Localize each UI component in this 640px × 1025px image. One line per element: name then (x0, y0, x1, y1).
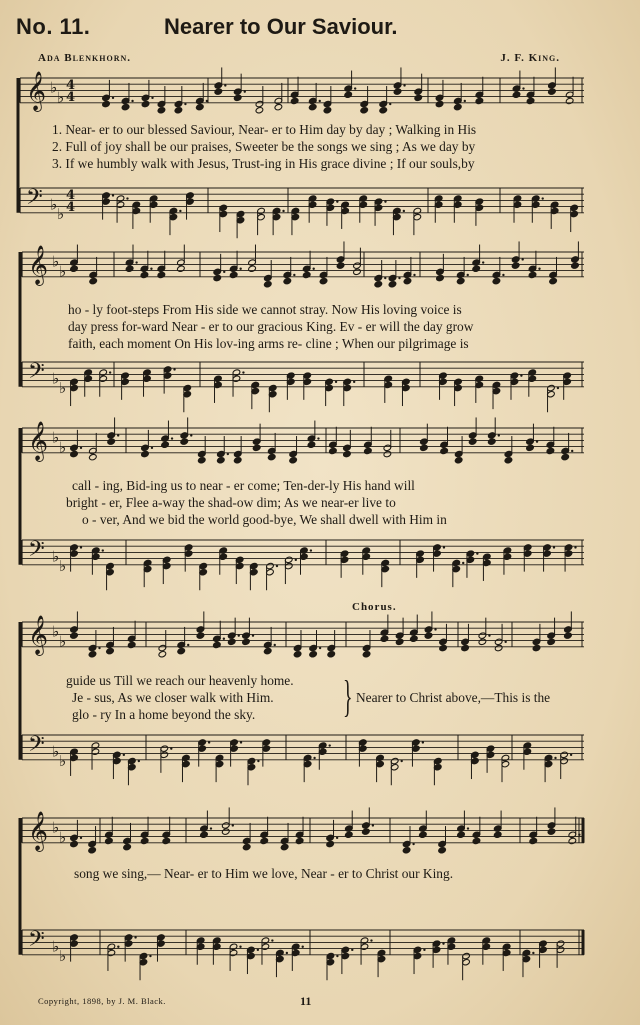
dot (354, 87, 356, 89)
note-head (263, 647, 272, 654)
dot (384, 277, 386, 279)
dot (98, 647, 100, 649)
copyright-notice: Copyright, 1898, by J. M. Black. (38, 996, 166, 1006)
dot (422, 741, 424, 743)
flat-sign: ♭ (59, 378, 67, 397)
note-head (494, 644, 503, 651)
treble-clef: 𝄞 (28, 811, 49, 851)
note-head (121, 103, 130, 110)
dot (310, 549, 312, 551)
dot (462, 562, 464, 564)
dot (336, 837, 338, 839)
bass-clef: 𝄢 (26, 185, 43, 215)
flat-sign: ♭ (59, 946, 67, 965)
dot (227, 453, 229, 455)
treble-clef: 𝄞 (26, 71, 47, 111)
note-head (364, 447, 373, 454)
note-head (227, 638, 236, 645)
note-head (295, 837, 304, 844)
dot (412, 843, 414, 845)
note-head (214, 88, 223, 95)
note-head (280, 843, 289, 850)
lyric-line: glo - ry In a home beyond the sky. (72, 707, 256, 722)
note-head (213, 641, 222, 648)
dot (302, 946, 304, 948)
note-head (242, 638, 251, 645)
dot (274, 644, 276, 646)
dot (370, 939, 372, 941)
dot (112, 194, 114, 196)
note-head (323, 107, 332, 114)
hymn-title: Nearer to Our Saviour. (164, 14, 398, 39)
dot (223, 638, 225, 640)
flat-sign: ♭ (52, 547, 60, 566)
flat-sign: ♭ (59, 438, 67, 457)
note-head (547, 828, 556, 835)
lyric-line: song we sing,— Near- er to Him we love, Near - er to Christ our King. (74, 866, 454, 881)
dot (293, 274, 295, 276)
note-head (180, 438, 189, 445)
dot (502, 274, 504, 276)
dot (242, 371, 244, 373)
lyric-line: day press for-ward Near - er to our gracious King. Ev - er will the day grow (68, 319, 474, 334)
flat-sign: ♭ (59, 828, 67, 847)
dot (423, 949, 425, 951)
note-head (88, 651, 97, 658)
note-head (456, 277, 465, 284)
note-head (162, 837, 171, 844)
dot (109, 371, 111, 373)
dot (112, 97, 114, 99)
dot (80, 447, 82, 449)
dot (522, 87, 524, 89)
note-head (89, 453, 98, 460)
dot (351, 949, 353, 951)
flat-sign: ♭ (52, 742, 60, 761)
note-head (380, 635, 389, 642)
note-head (255, 107, 264, 114)
dot (389, 103, 391, 105)
lyric-line: call - ing, Bid-ing us to near - er come; Ten-der-ly His hand will (72, 478, 415, 493)
note-head (436, 274, 445, 281)
note-head (336, 262, 345, 269)
note-head (420, 444, 429, 451)
note-head (435, 100, 444, 107)
dot (317, 437, 319, 439)
note-head (532, 644, 541, 651)
flat-sign: ♭ (52, 252, 60, 271)
dot (467, 827, 469, 829)
dot (312, 268, 314, 270)
chorus-lyric-line: Nearer to Christ above,—This is the (356, 690, 551, 705)
dot (117, 946, 119, 948)
dot (403, 210, 405, 212)
note-head (326, 840, 335, 847)
dot (532, 952, 534, 954)
note-head (561, 453, 570, 460)
flat-sign: ♭ (59, 751, 67, 770)
note-head (529, 837, 538, 844)
note-head (213, 274, 222, 281)
note-head (343, 450, 352, 457)
flat-sign: ♭ (52, 818, 60, 837)
dot (353, 381, 355, 383)
note-head (141, 450, 150, 457)
note-head (528, 271, 537, 278)
flat-sign: ♭ (50, 78, 58, 97)
dot (171, 437, 173, 439)
note-head (161, 441, 170, 448)
note-head (546, 447, 555, 454)
dot (553, 546, 555, 548)
note-head (319, 277, 328, 284)
note-head (512, 91, 521, 98)
bass-clef: 𝄢 (28, 927, 45, 957)
dot (328, 744, 330, 746)
note-head (410, 635, 419, 642)
flat-sign: ♭ (57, 204, 65, 223)
lyric-line: guide us Till we reach our heavenly home. (66, 673, 294, 688)
dot (210, 827, 212, 829)
dot (403, 84, 405, 86)
dot (520, 374, 522, 376)
dot (488, 634, 490, 636)
treble-clef: 𝄞 (28, 245, 49, 285)
note-head (472, 265, 481, 272)
hymn-number: No. 11. (16, 14, 91, 39)
note-head (264, 281, 273, 288)
note-head (571, 262, 580, 269)
lyric-line: o - ver, And we bid the world good-bye, We shall dwell with Him in (82, 512, 447, 527)
dot (372, 824, 374, 826)
note-head (158, 651, 167, 658)
dot (179, 210, 181, 212)
dot (239, 268, 241, 270)
treble-clef: 𝄞 (28, 615, 49, 655)
dot (252, 634, 254, 636)
dot (206, 100, 208, 102)
lyric-line: 3. If we humbly walk with Jesus, Trust-ing in His grace divine ; If our souls,by (52, 156, 475, 171)
note-head (293, 651, 302, 658)
bass-clef: 𝄢 (28, 732, 45, 762)
dot (151, 97, 153, 99)
note-head (70, 265, 79, 272)
note-head (157, 271, 166, 278)
note-head (419, 831, 428, 838)
note-head (454, 103, 463, 110)
time-signature: 4 (66, 188, 76, 203)
note-head (440, 447, 449, 454)
dot (173, 368, 175, 370)
dot (286, 952, 288, 954)
note-head (393, 88, 402, 95)
bass-clef: 𝄢 (28, 359, 45, 389)
note-head (307, 441, 316, 448)
dot (384, 200, 386, 202)
dot (170, 747, 172, 749)
note-head (492, 277, 501, 284)
note-head (289, 457, 298, 464)
note-head (125, 265, 134, 272)
note-head (267, 453, 276, 460)
dot (131, 100, 133, 102)
dot (134, 936, 136, 938)
dot (223, 271, 225, 273)
note-head (402, 847, 411, 854)
dot (570, 754, 572, 756)
dot (271, 939, 273, 941)
note-head (233, 457, 242, 464)
flat-sign: ♭ (59, 262, 67, 281)
time-signature: 4 (66, 90, 76, 105)
dot (80, 837, 82, 839)
dot (335, 381, 337, 383)
note-head (70, 450, 79, 457)
note-head (70, 840, 79, 847)
dot (135, 261, 137, 263)
note-head (526, 97, 535, 104)
dot (151, 447, 153, 449)
note-head (549, 277, 558, 284)
note-head (260, 837, 269, 844)
dot (319, 647, 321, 649)
dot (138, 760, 140, 762)
dot (574, 546, 576, 548)
dot (476, 552, 478, 554)
dot (482, 261, 484, 263)
bass-clef: 𝄢 (28, 537, 45, 567)
flat-sign: ♭ (52, 369, 60, 388)
note-head (383, 450, 392, 457)
note-head (504, 457, 513, 464)
note-head (141, 100, 150, 107)
note-head (174, 107, 183, 114)
dot (521, 258, 523, 260)
page-number: 11 (300, 994, 312, 1008)
chorus-label: Chorus. (352, 601, 397, 613)
note-head (345, 831, 354, 838)
dot (398, 277, 400, 279)
verse-brace: } (343, 672, 353, 721)
flat-sign: ♭ (52, 428, 60, 447)
lyric-line: ho - ly foot-steps From His side we cannot stray. Now His loving voice is (68, 302, 462, 317)
dot (224, 84, 226, 86)
lyric-line: bright - er, Flee a-way the shad-ow dim; As we near-er live to (66, 495, 396, 510)
note-head (102, 100, 111, 107)
flat-sign: ♭ (52, 622, 60, 641)
dot (80, 546, 82, 548)
lyricist-credit: Ada Blenkhorn. (38, 52, 132, 64)
dot (538, 268, 540, 270)
note-head (374, 281, 383, 288)
dot (240, 741, 242, 743)
note-head (308, 103, 317, 110)
note-head (493, 831, 502, 838)
dot (542, 197, 544, 199)
note-head (198, 457, 207, 464)
dot (442, 942, 444, 944)
note-head (439, 644, 448, 651)
note-head (233, 94, 242, 101)
note-head (107, 438, 116, 445)
note-head (274, 103, 283, 110)
lyric-line: 1. Near- er to our blessed Saviour, Near- er to Him day by day ; Walking in His (52, 122, 477, 137)
note-head (344, 91, 353, 98)
note-head (438, 847, 447, 854)
note-head (511, 262, 520, 269)
note-head (140, 837, 149, 844)
note-head (200, 831, 209, 838)
dot (187, 644, 189, 646)
dot (313, 757, 315, 759)
note-head (177, 647, 186, 654)
note-head (248, 265, 257, 272)
note-head (105, 837, 114, 844)
dot (102, 549, 104, 551)
dot (190, 434, 192, 436)
note-head (252, 444, 261, 451)
dot (554, 757, 556, 759)
note-head (548, 88, 557, 95)
flat-sign: ♭ (59, 556, 67, 575)
note-head (106, 647, 115, 654)
note-head (360, 107, 369, 114)
dot (257, 949, 259, 951)
note-head (414, 94, 423, 101)
note-head (475, 97, 484, 104)
flat-sign: ♭ (52, 937, 60, 956)
note-head (196, 632, 205, 639)
note-head (353, 268, 362, 275)
dot (123, 754, 125, 756)
note-head (290, 97, 299, 104)
flat-sign: ♭ (50, 195, 58, 214)
dot (464, 100, 466, 102)
note-head (472, 837, 481, 844)
dot (238, 634, 240, 636)
note-head (568, 837, 577, 844)
dot (571, 450, 573, 452)
dot (319, 100, 321, 102)
note-head (302, 271, 311, 278)
dot (336, 955, 338, 957)
note-head (157, 107, 166, 114)
note-head (242, 843, 251, 850)
note-head (395, 638, 404, 645)
dot (282, 210, 284, 212)
lyric-line: Je - sus, As we closer walk with Him. (72, 690, 274, 705)
dot (434, 628, 436, 630)
dot (126, 197, 128, 199)
dot (232, 824, 234, 826)
note-head (329, 447, 338, 454)
note-head (123, 843, 132, 850)
treble-clef: 𝄞 (28, 421, 49, 461)
note-head (309, 651, 318, 658)
dot (150, 268, 152, 270)
note-head (196, 103, 205, 110)
note-head (379, 107, 388, 114)
note-head (327, 651, 336, 658)
time-signature: 4 (66, 200, 76, 215)
note-head (229, 271, 238, 278)
dot (536, 440, 538, 442)
note-head (526, 444, 535, 451)
note-head (222, 828, 231, 835)
note-head (70, 632, 79, 639)
flat-sign: ♭ (59, 632, 67, 651)
dot (336, 200, 338, 202)
composer-credit: J. F. King. (500, 52, 560, 64)
note-head (457, 831, 466, 838)
dot (413, 274, 415, 276)
note-head (89, 277, 98, 284)
dot (149, 955, 151, 957)
dot (244, 90, 246, 92)
note-head (424, 632, 433, 639)
note-head (283, 277, 292, 284)
dot (117, 434, 119, 436)
dot (257, 760, 259, 762)
time-signature: 4 (66, 78, 76, 93)
note-head (478, 638, 487, 645)
note-head (565, 97, 574, 104)
lyric-line: faith, each moment On His lov-ing arms re- cline ; When our pilgrimage is (68, 336, 469, 351)
note-head (88, 847, 97, 854)
note-head (564, 632, 573, 639)
note-head (468, 438, 477, 445)
dot (239, 946, 241, 948)
lyric-line: 2. Full of joy shall be our praises, Sweeter be the songs we sing ; As we day by (52, 139, 476, 154)
note-head (454, 457, 463, 464)
note-head (547, 638, 556, 645)
note-head (362, 651, 371, 658)
dot (184, 103, 186, 105)
dot (276, 565, 278, 567)
note-head (403, 277, 412, 284)
note-head (217, 457, 226, 464)
dot (498, 434, 500, 436)
flat-sign: ♭ (57, 88, 65, 107)
note-head (461, 644, 470, 651)
dot (467, 274, 469, 276)
note-head (177, 265, 186, 272)
note-head (388, 281, 397, 288)
dot (208, 741, 210, 743)
dot (295, 559, 297, 561)
note-head (362, 828, 371, 835)
dot (557, 387, 559, 389)
note-head (127, 641, 136, 648)
dot (400, 760, 402, 762)
dot (504, 641, 506, 643)
note-head (140, 271, 149, 278)
note-head (488, 438, 497, 445)
dot (443, 546, 445, 548)
